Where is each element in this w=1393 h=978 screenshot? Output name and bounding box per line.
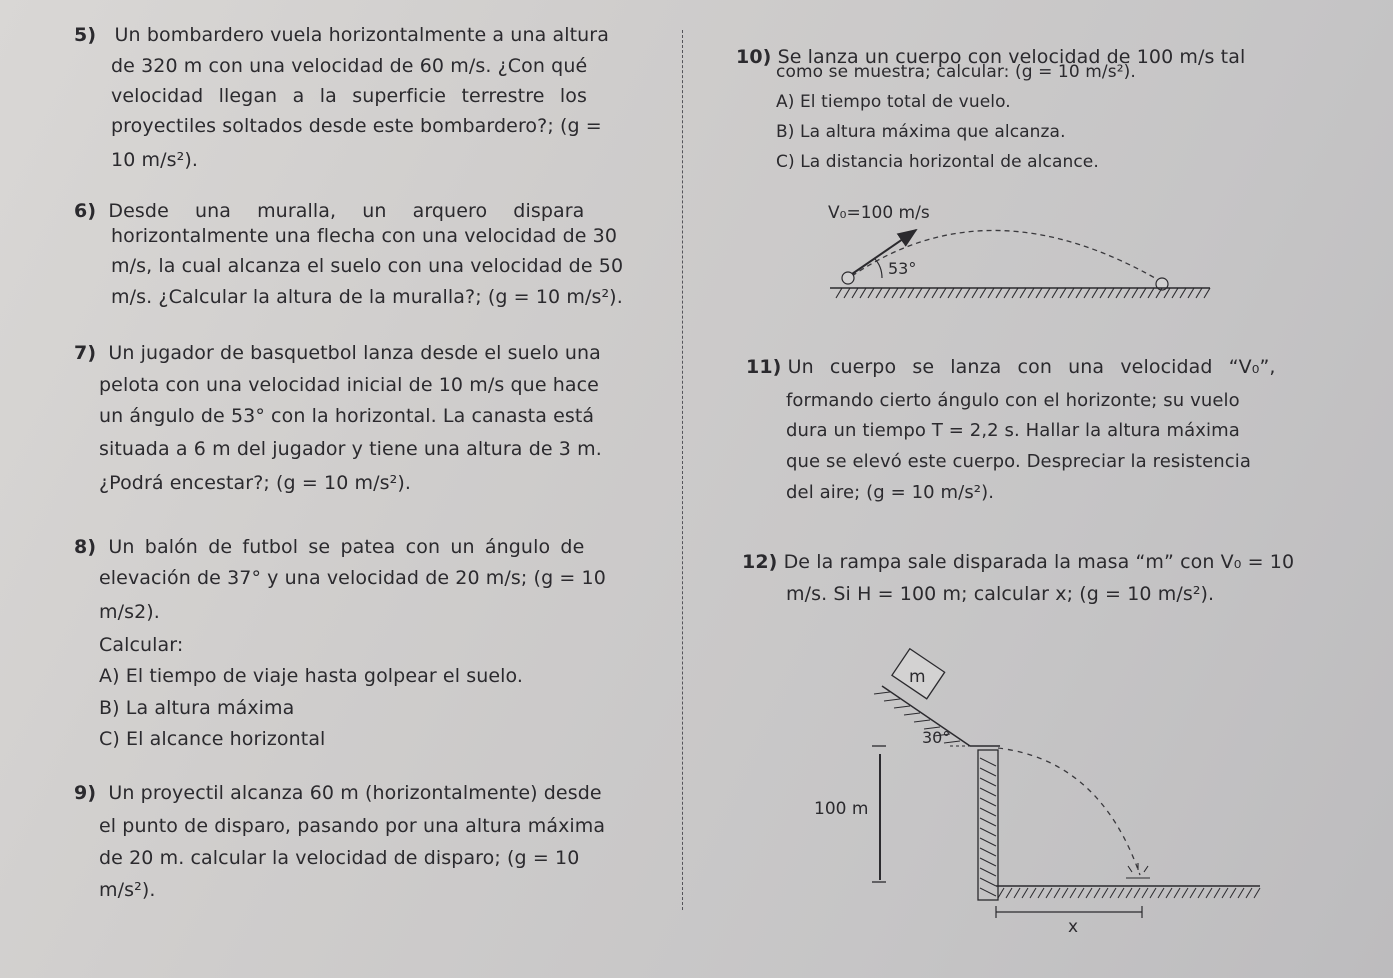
velocity-label: V₀=100 m/s (828, 203, 930, 223)
cliff-hatch (980, 758, 996, 896)
height-label: 100 m (814, 799, 869, 819)
problem-text: dura un tiempo T = 2,2 s. Hallar la altura máxima (786, 420, 1240, 441)
problem-text: 10 m/s²). (111, 149, 198, 171)
problem-number: 10) (736, 46, 772, 68)
problem-text: que se elevó este cuerpo. Despreciar la resistencia (786, 451, 1252, 472)
problem-part-b: B) La altura máxima que alcanza. (776, 122, 1066, 142)
problem-text: Un bombardero vuela horizontalmente a una altura (114, 24, 609, 46)
problem-text: Calcular: (99, 634, 184, 656)
problem-text: m/s. Si H = 100 m; calcular x; (g = 10 m/s²). (786, 583, 1215, 605)
problem-text: horizontalmente una flecha con una velocidad de 30 (111, 225, 618, 247)
mass-label: m (909, 667, 926, 687)
problem-text: del aire; (g = 10 m/s²). (786, 482, 995, 503)
problem-number: 6) (74, 200, 97, 222)
problem-number: 11) (746, 356, 782, 378)
launch-ball (842, 272, 854, 284)
problem-text: elevación de 37° y una velocidad de 20 m/s; (g = 10 (99, 567, 606, 589)
problem-number: 9) (74, 782, 97, 804)
problem-text: de 20 m. calcular la velocidad de disparo; (g = 10 (99, 847, 580, 869)
problem-part-b: B) La altura máxima (99, 697, 295, 719)
problem-part-a: A) El tiempo de viaje hasta golpear el suelo. (99, 665, 524, 687)
problem-part-a: A) El tiempo total de vuelo. (776, 92, 1011, 112)
ramp-angle-label: 30° (922, 728, 951, 747)
problem-text: un ángulo de 53° con la horizontal. La canasta está (99, 405, 595, 427)
problem-text: Un balón de futbol se patea con un ángulo de (108, 536, 585, 558)
angle-label: 53° (888, 259, 917, 278)
problem-text: Un cuerpo se lanza con una velocidad “V₀”, (787, 356, 1276, 378)
problem-text: el punto de disparo, pasando por una altura máxima (99, 815, 606, 837)
problem-number: 12) (742, 551, 778, 573)
problem-text: m/s. ¿Calcular la altura de la muralla?; (g = 10 m/s²). (111, 286, 623, 308)
problem-text: Un jugador de basquetbol lanza desde el suelo una (108, 342, 601, 364)
problem-text: velocidad llegan a la superficie terrestre los (111, 85, 587, 107)
problem-text: de 320 m con una velocidad de 60 m/s. ¿Con qué (111, 55, 588, 77)
problem-number: 5) (74, 24, 97, 46)
problem-text: m/s²). (99, 879, 156, 901)
projectile-figure (820, 192, 1220, 307)
problem-number: 8) (74, 536, 97, 558)
problem-text: Se lanza un cuerpo con velocidad de 100 m/s tal (777, 46, 1246, 68)
problem-text: Un proyectil alcanza 60 m (horizontalmente) desde (108, 782, 602, 804)
x-label: x (1068, 917, 1079, 937)
trajectory-curve (998, 748, 1140, 875)
problem-text: De la rampa sale disparada la masa “m” con V₀ = 10 (783, 551, 1295, 573)
ramp-figure (800, 640, 1270, 940)
problem-text: pelota con una velocidad inicial de 10 m/s que hace (99, 374, 599, 396)
problem-text: como se muestra; calcular: (g = 10 m/s²). (776, 62, 1136, 82)
problem-text: Desde una muralla, un arquero dispara (108, 200, 585, 222)
impact-mark (1126, 863, 1150, 878)
problem-number: 7) (74, 342, 97, 364)
problem-text: proyectiles soltados desde este bombardero?; (g = (111, 115, 602, 137)
column-divider (682, 30, 683, 910)
problem-part-c: C) La distancia horizontal de alcance. (776, 152, 1099, 172)
ground-hatch (998, 888, 1260, 898)
problem-text: ¿Podrá encestar?; (g = 10 m/s²). (99, 472, 412, 494)
problem-text: situada a 6 m del jugador y tiene una altura de 3 m. (99, 438, 602, 460)
problem-text: m/s, la cual alcanza el suelo con una velocidad de 50 (111, 255, 624, 277)
problem-text: m/s2). (99, 601, 160, 623)
problem-text: formando cierto ángulo con el horizonte; su vuelo (786, 390, 1240, 411)
ground-hatch (836, 288, 1210, 298)
problem-part-c: C) El alcance horizontal (99, 728, 326, 750)
